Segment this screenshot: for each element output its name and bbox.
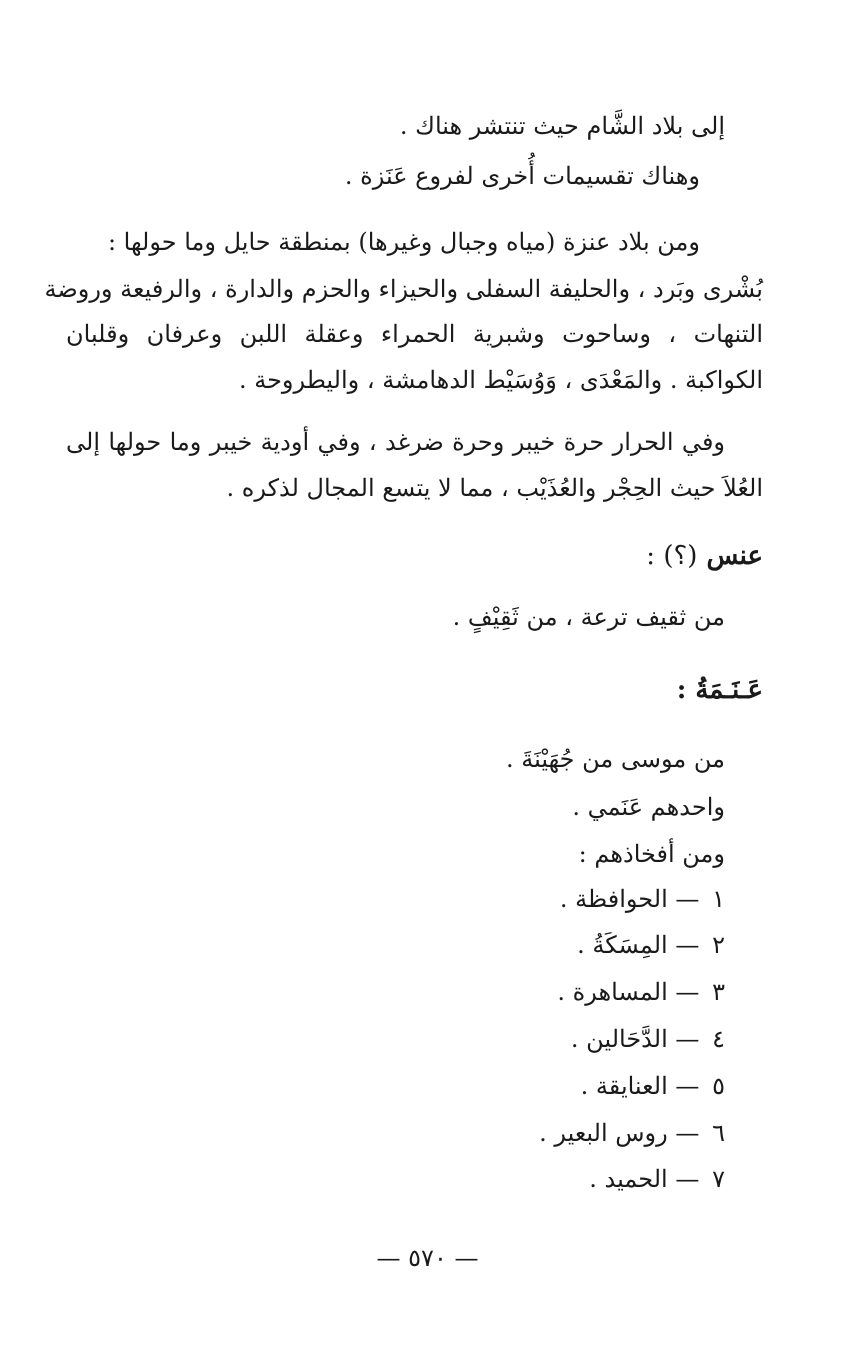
list-item — [539, 1119, 725, 1148]
entry-text: من ثقيف ترعة ، من ثَقِيْفٍ . — [452, 603, 725, 631]
list-item — [560, 885, 725, 914]
text-line: الكواكبة . والمَعْدَى ، وَوُسَيْط الدهامشة ، واليطروحة . — [238, 366, 763, 394]
entry-title: عنس — [706, 541, 763, 571]
paragraph-first-line: ومن بلاد عنزة (مياه وجبال وغيرها) بمنطقة حايل وما حولها : — [107, 228, 700, 256]
text-line: إلى بلاد الشَّام حيث تنتشر هناك . — [399, 112, 725, 140]
list-text: — الدَّحَالين . — [570, 1025, 700, 1053]
list-text: — المِسَكَةُ . — [577, 931, 700, 959]
page-number: — ٥٧٠ — — [376, 1244, 479, 1272]
text-line: وهناك تقسيمات أُخرى لفروع عَنَزة . — [344, 162, 700, 190]
text-line: العُلاَ حيث الحِجْر والعُذَيْب ، مما لا يتسع المجال لذكره . — [226, 474, 763, 502]
list-item — [557, 978, 725, 1007]
list-number: ٧ — [712, 1165, 725, 1193]
text-line: التنهات ، وساحوت وشبرية الحمراء وعقلة اللبن وعرفان وقلبان — [66, 320, 763, 348]
list-text: — المساهرة . — [557, 978, 700, 1006]
entry-text: ومن أفخاذهم : — [578, 840, 725, 868]
list-number: ٥ — [712, 1072, 725, 1100]
entry-heading: عَـنَـمَةُ : — [676, 675, 763, 705]
list-text: — روس البعير . — [539, 1119, 700, 1147]
list-number: ٢ — [712, 931, 725, 959]
text-line: بُشْرى وبَرد ، والحليفة السفلى والحيزاء والحزم والدارة ، والرفيعة وروضة — [44, 275, 763, 303]
entry-text: من موسى من جُهَيْنَةَ . — [505, 745, 725, 773]
list-text: — الحوافظة . — [559, 885, 700, 913]
paragraph-first-line: وفي الحرار حرة خيبر وحرة ضرغد ، وفي أودية خيبر وما حولها إلى — [66, 428, 725, 456]
list-item — [581, 1072, 725, 1101]
list-number: ٣ — [712, 978, 725, 1006]
list-number: ٤ — [712, 1025, 725, 1053]
list-number: ١ — [712, 885, 725, 913]
list-number: ٦ — [712, 1119, 725, 1147]
list-text: — الحميد . — [589, 1165, 700, 1193]
entry-heading — [646, 541, 763, 571]
list-item — [571, 1025, 725, 1054]
entry-note: (؟) : — [646, 541, 698, 571]
list-text: — العنايقة . — [580, 1072, 700, 1100]
list-item — [589, 1165, 725, 1194]
list-item — [577, 931, 725, 960]
entry-text: واحدهم عَنَمي . — [572, 793, 725, 821]
